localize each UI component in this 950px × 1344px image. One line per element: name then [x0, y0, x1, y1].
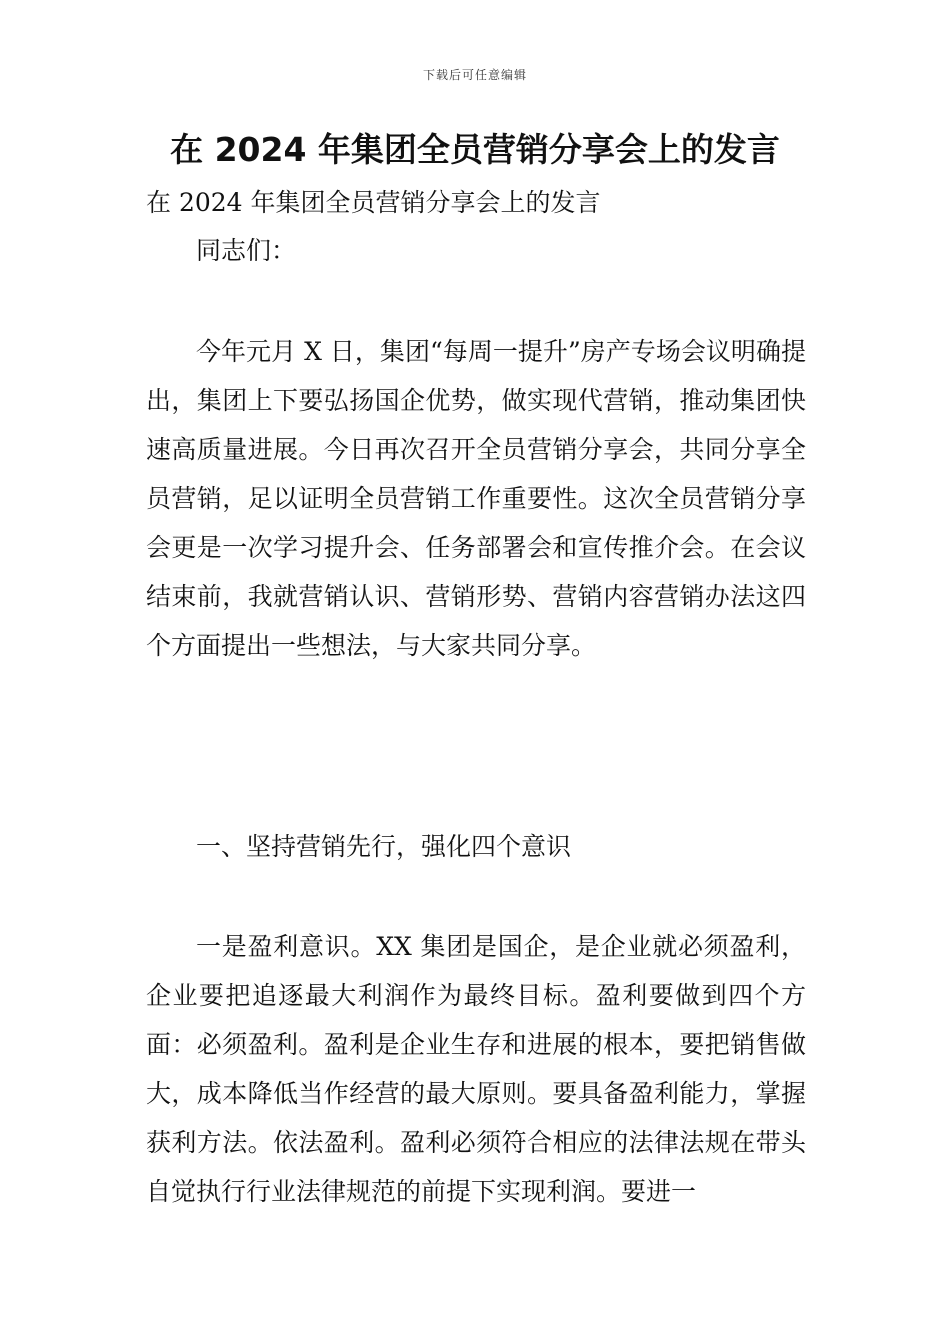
paragraph-1: 今年元月 X 日，集团“每周一提升”房产专场会议明确提出，集团上下要弘扬国企优势，做实现代营销，推动集团快速高质量进展。今日再次召开全员营销分享会，共同分享全员营销，足以证明全员营销工作重要性。这次全员营销分享会更是一次学习提升会、任务部署会和宣传推介会。在会议结束前，我就营销认识、营销形势、营销内容营销办法这四个方面提出一些想法，与大家共同分享。	[146, 337, 806, 660]
header-note: 下载后可任意编辑	[422, 68, 527, 82]
paragraph-2: 一是盈利意识。XX 集团是国企，是企业就必须盈利，企业要把追逐最大利润作为最终目标。盈利要做到四个方面：必须盈利。盈利是企业生存和进展的根本，要把销售做大，成本降低当作经营的最大原则。要具备盈利能力，掌握获利方法。依法盈利。盈利必须符合相应的法律法规在带头自觉执行行业法律规范的前提下实现利润。要进一	[146, 932, 806, 1206]
subtitle-line: 在 2024 年集团全员营销分享会上的发言	[146, 188, 601, 217]
section-heading-1: 一、坚持营销先行，强化四个意识	[196, 832, 572, 861]
document-title: 在 2024 年集团全员营销分享会上的发言	[170, 130, 780, 169]
greeting: 同志们：	[196, 236, 297, 265]
